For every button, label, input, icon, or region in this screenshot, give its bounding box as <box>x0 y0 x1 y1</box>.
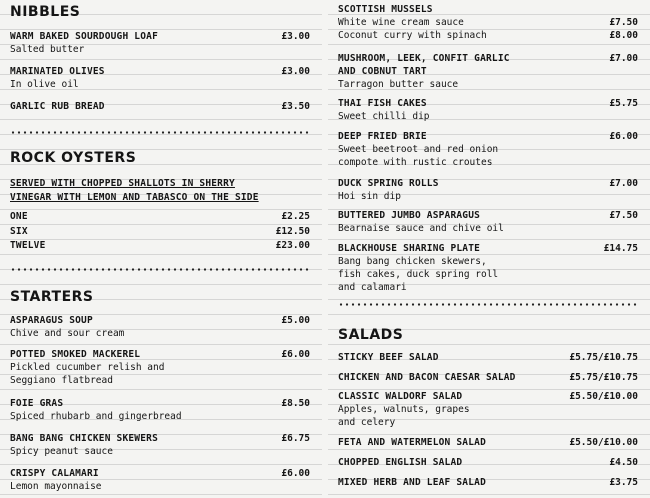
menu-item <box>338 436 638 449</box>
menu-item <box>338 52 638 91</box>
item-name: SCOTTISH MUSSELS <box>338 4 433 15</box>
item-name: FETA AND WATERMELON SALAD <box>338 437 486 448</box>
item-name: BLACKHOUSE SHARING PLATE <box>338 243 481 254</box>
note-line: VINEGAR WITH LEMON AND TABASCO ON THE SIDE <box>10 192 259 203</box>
item-description: fish cakes, duck spring roll <box>338 269 499 280</box>
item-price: £5.75/£10.75 <box>569 352 638 363</box>
note-line: SERVED WITH CHOPPED SHALLOTS IN SHERRY <box>10 178 235 189</box>
item-description: Coconut curry with spinach <box>338 30 487 41</box>
item-description: Spicy peanut sauce <box>10 446 113 457</box>
section-title: NIBBLES <box>10 4 81 20</box>
item-description: In olive oil <box>10 79 79 90</box>
item-price: £8.50 <box>281 398 310 409</box>
item-description: Lemon mayonnaise <box>10 481 102 492</box>
item-description: White wine cream sauce <box>338 17 464 28</box>
item-price: £5.00 <box>281 315 310 326</box>
item-name: BUTTERED JUMBO ASPARAGUS <box>338 210 481 221</box>
section-title: ROCK OYSTERS <box>10 150 137 166</box>
column-gutter <box>322 0 328 498</box>
item-description: Apples, walnuts, grapes <box>338 404 470 415</box>
item-price: £3.00 <box>281 66 310 77</box>
item-name: POTTED SMOKED MACKEREL <box>10 349 141 360</box>
item-price: £6.00 <box>281 468 310 479</box>
item-description: and calamari <box>338 282 407 293</box>
menu-item <box>10 397 310 423</box>
item-description: and celery <box>338 417 396 428</box>
salads-section <box>338 327 638 488</box>
item-description: Seggiano flatbread <box>10 375 113 386</box>
menu-item <box>338 242 638 294</box>
menu-item <box>338 209 638 235</box>
item-name: CRISPY CALAMARI <box>10 468 99 479</box>
item-name: TWELVE <box>10 240 46 251</box>
item-name: MARINATED OLIVES <box>10 66 105 77</box>
item-price: £7.50 <box>609 210 638 221</box>
item-name: ONE <box>10 211 28 222</box>
item-price: £7.00 <box>609 53 638 64</box>
item-price: £5.50/£10.00 <box>569 437 638 448</box>
item-name: CHICKEN AND BACON CAESAR SALAD <box>338 372 516 383</box>
item-price: £12.50 <box>275 226 310 237</box>
item-description: Bang bang chicken skewers, <box>338 256 487 267</box>
item-name: CLASSIC WALDORF SALAD <box>338 391 463 402</box>
item-description: Bearnaise sauce and chive oil <box>338 223 504 234</box>
menu-item <box>338 390 638 429</box>
item-price: £3.50 <box>281 101 310 112</box>
item-description: Sweet beetroot and red onion <box>338 144 499 155</box>
dotted-divider <box>10 268 310 271</box>
item-price: £3.00 <box>281 31 310 42</box>
item-price: £2.25 <box>281 211 310 222</box>
item-description: Spiced rhubarb and gingerbread <box>10 411 182 422</box>
item-description: Sweet chilli dip <box>338 111 430 122</box>
menu-item <box>10 225 310 238</box>
section-title: STARTERS <box>10 289 94 305</box>
menu-item <box>10 210 310 223</box>
dotted-divider <box>338 303 638 306</box>
item-price: £14.75 <box>603 243 638 254</box>
starters-section <box>10 289 310 492</box>
item-price: £5.50/£10.00 <box>569 391 638 402</box>
item-price: £8.00 <box>609 30 638 41</box>
menu-item <box>10 348 310 387</box>
item-price: £3.75 <box>609 477 638 488</box>
menu-item <box>10 467 310 493</box>
item-price: £5.75 <box>609 98 638 109</box>
rock-oysters-section <box>10 150 310 251</box>
item-name: MIXED HERB AND LEAF SALAD <box>338 477 486 488</box>
menu-item <box>10 65 310 91</box>
section-title: SALADS <box>338 327 404 343</box>
item-description: compote with rustic croutes <box>338 157 493 168</box>
item-description: Pickled cucumber relish and <box>10 362 165 373</box>
item-price: £7.00 <box>609 178 638 189</box>
item-name: ASPARAGUS SOUP <box>10 315 93 326</box>
item-name: SIX <box>10 226 28 237</box>
menu-item <box>338 476 638 489</box>
menu-item <box>338 130 638 169</box>
item-name: THAI FISH CAKES <box>338 98 427 109</box>
item-name: AND COBNUT TART <box>338 66 427 77</box>
item-name: CHOPPED ENGLISH SALAD <box>338 457 463 468</box>
menu-item <box>338 97 638 123</box>
menu-item <box>10 100 310 113</box>
item-description: Tarragon butter sauce <box>338 79 459 90</box>
item-price: £23.00 <box>275 240 310 251</box>
item-name: FOIE GRAS <box>10 398 64 409</box>
item-price: £7.50 <box>609 17 638 28</box>
nibbles-section <box>10 4 310 112</box>
item-name: MUSHROOM, LEEK, CONFIT GARLIC <box>338 53 510 64</box>
menu-item <box>10 30 310 56</box>
item-price: £5.75/£10.75 <box>569 372 638 383</box>
item-price: £6.00 <box>609 131 638 142</box>
menu-item <box>338 371 638 384</box>
item-description: Hoi sin dip <box>338 191 401 202</box>
dotted-divider <box>10 131 310 134</box>
item-name: DUCK SPRING ROLLS <box>338 178 439 189</box>
item-description: Salted butter <box>10 44 85 55</box>
item-description: Chive and sour cream <box>10 328 125 339</box>
item-name: STICKY BEEF SALAD <box>338 352 439 363</box>
item-price: £4.50 <box>609 457 638 468</box>
item-name: BANG BANG CHICKEN SKEWERS <box>10 433 158 444</box>
item-name: WARM BAKED SOURDOUGH LOAF <box>10 31 158 42</box>
menu-item <box>338 177 638 203</box>
item-price: £6.00 <box>281 349 310 360</box>
item-name: DEEP FRIED BRIE <box>338 131 427 142</box>
oysters-note <box>10 177 310 205</box>
menu-item <box>10 239 310 252</box>
menu-item <box>10 432 310 458</box>
menu-item <box>338 3 638 42</box>
menu-item <box>10 314 310 340</box>
item-price: £6.75 <box>281 433 310 444</box>
menu-item <box>338 456 638 469</box>
menu-item <box>338 351 638 364</box>
item-name: GARLIC RUB BREAD <box>10 101 105 112</box>
